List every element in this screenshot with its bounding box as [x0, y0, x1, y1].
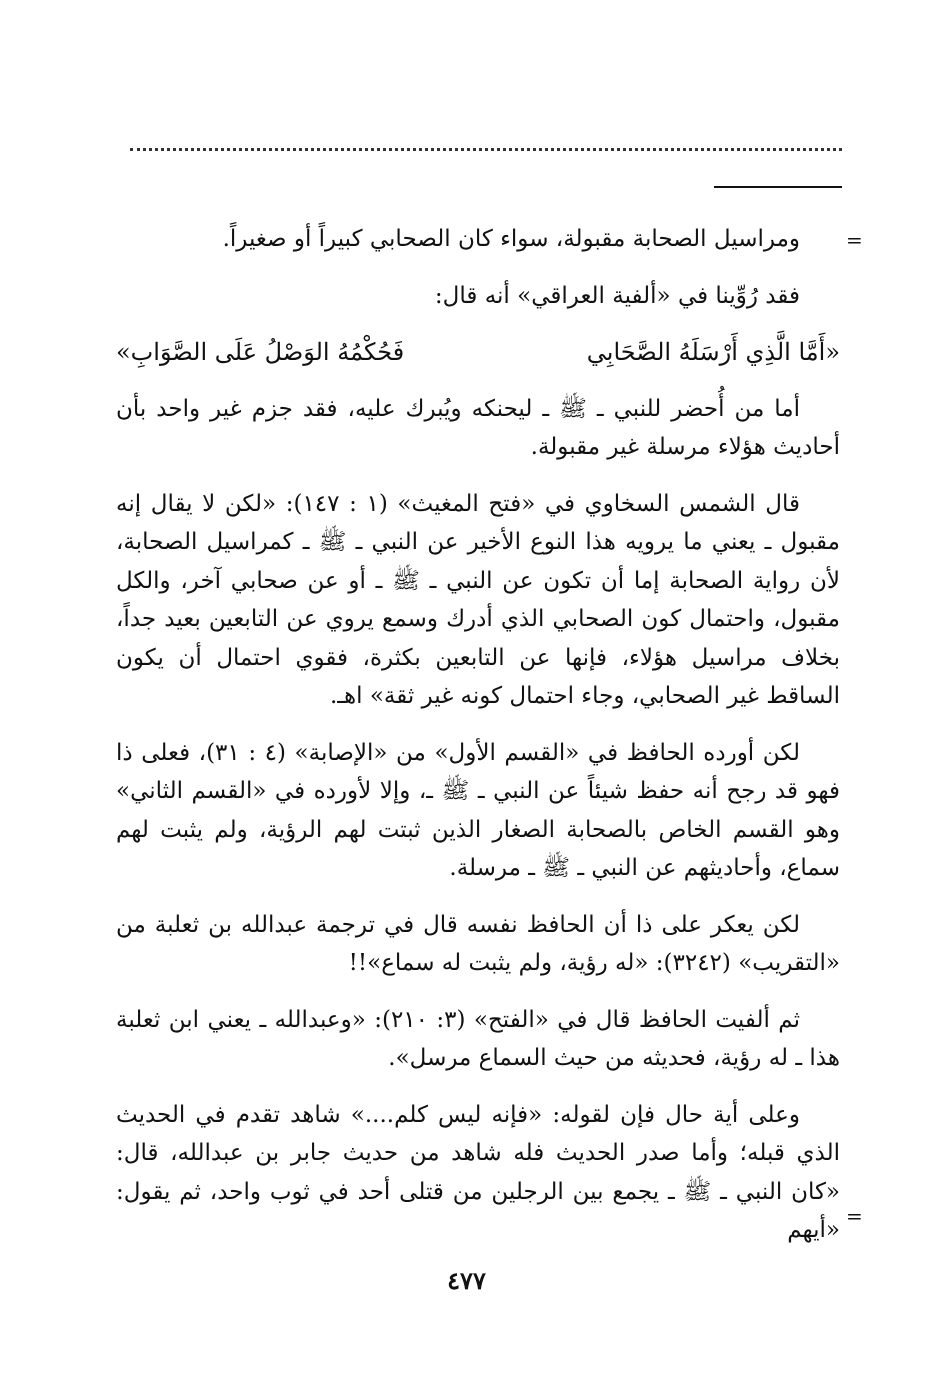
verse-first-half: «أَمَّا الَّذِي أَرْسَلَهُ الصَّحَابِي — [586, 338, 840, 366]
paragraph-7: ثم ألفيت الحافظ قال في «الفتح» (٣: ٢١٠): «وعبدالله ـ يعني ابن ثعلبة هذا ـ له رؤية، فحديثه من حيث السماع مرسل». — [116, 1006, 840, 1071]
footnote-text — [116, 220, 840, 1268]
paragraph-3: أما من أُحضر للنبي ـ ﷺ ـ ليحنكه ويُبرك عليه، فقد جزم غير واحد بأن أحاديث هؤلاء مرسلة غير مقبولة. — [116, 395, 840, 460]
continuation-mark-end: = — [846, 1204, 863, 1228]
paragraph-6: لكن يعكر على ذا أن الحافظ نفسه قال في ترجمة عبدالله بن ثعلبة من «التقريب» (٣٢٤٢): «له رؤية، ولم يثبت له سماع»!! — [116, 911, 840, 976]
continuation-mark: = — [846, 228, 863, 252]
footnote-rule — [714, 186, 842, 188]
paragraph-8: وعلى أية حال فإن لقوله: «فإنه ليس كلم....» شاهد تقدم في الحديث الذي قبله؛ وأما صدر الحديث فله شاهد من حديث جابر بن عبدالله، قال: «كان النبي ـ ﷺ ـ يجمع بين الرجلين من قتلى أحد في ثوب واحد، ثم يقول: «أيهم — [116, 1101, 840, 1243]
dotted-separator — [130, 148, 842, 151]
verse-second-half: فَحُكْمُهُ الوَصْلُ عَلَى الصَّوَابِ» — [116, 338, 405, 366]
verse-line — [116, 333, 840, 372]
paragraph-5: لكن أورده الحافظ في «القسم الأول» من «الإصابة» (٤ : ٣١)، فعلى ذا فهو قد رجح أنه حفظ شيئاً عن النبي ـ ﷺ ـ، وإلا لأورده في «القسم الثاني» وهو القسم الخاص بالصحابة الصغار الذين ثبتت لهم الرؤية، ولم يثبت لهم سماع، وأحاديثهم عن النبي ـ ﷺ ـ مرسلة. — [116, 739, 840, 881]
paragraph-2: فقد رُوِّينا في «ألفية العراقي» أنه قال: — [434, 282, 800, 309]
page-number: ٤٧٧ — [447, 1266, 486, 1295]
paragraph-4: قال الشمس السخاوي في «فتح المغيث» (١ : ١٤٧): «لكن لا يقال إنه مقبول ـ يعني ما يرويه هذا النوع الأخير عن النبي ـ ﷺ ـ كمراسيل الصحابة، لأن رواية الصحابة إما أن تكون عن النبي ـ ﷺ ـ أو عن صحابي آخر، والكل مقبول، واحتمال كون الصحابي الذي أدرك وسمع يروي عن التابعين بعيد جداً، بخلاف مراسيل هؤلاء، فإنها عن التابعين بكثرة، فقوي احتمال أن يكون الساقط غير الصحابي، وجاء احتمال كونه غير ثقة» اهـ. — [116, 490, 840, 709]
paragraph-1: ومراسيل الصحابة مقبولة، سواء كان الصحابي كبيراً أو صغيراً. — [222, 226, 800, 252]
